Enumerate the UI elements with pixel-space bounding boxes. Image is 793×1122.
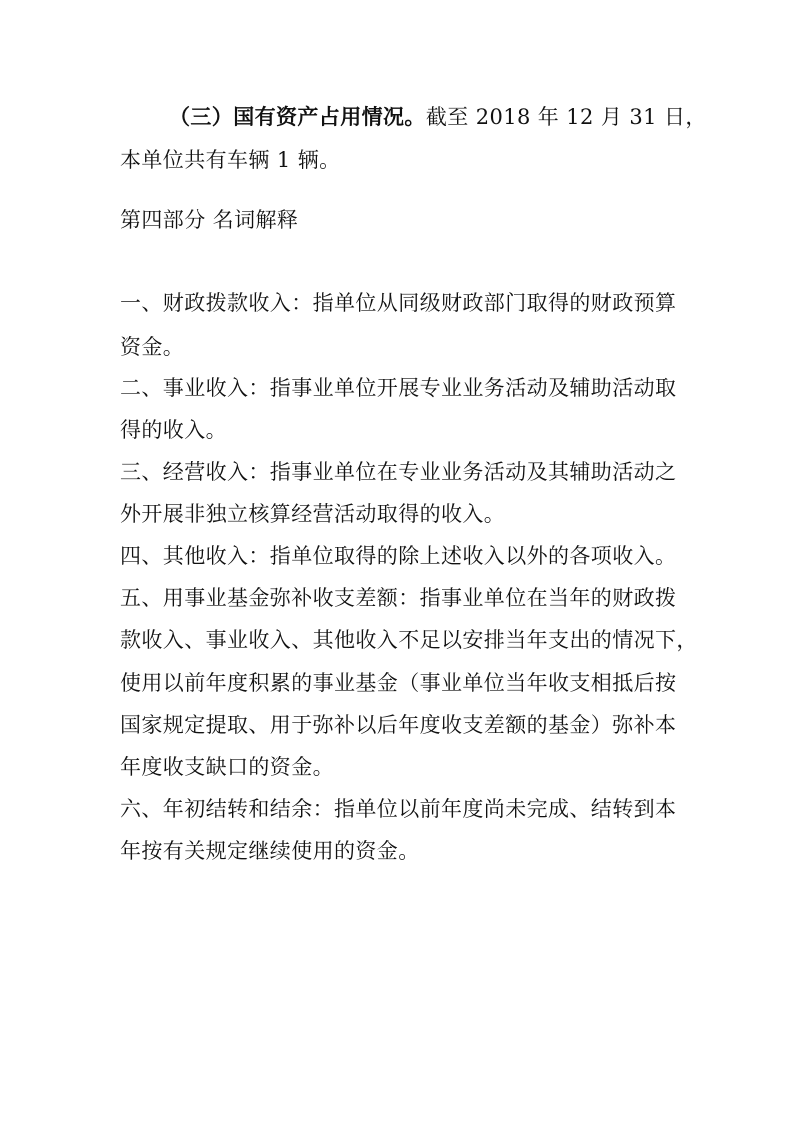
section3-text-line1: 截至 2018 年 12 月 31 日， [425, 105, 707, 129]
definition-1-line-1: 一、财政拨款收入：指单位从同级财政部门取得的财政预算 [120, 291, 677, 315]
definition-5-line-5: 年度收支缺口的资金。 [120, 755, 334, 779]
section3-text-line2: 本单位共有车辆 1 辆。 [120, 148, 341, 172]
definition-3-line-1: 三、经营收入：指事业单位在专业业务活动及其辅助活动之 [120, 460, 677, 484]
definition-5-line-3: 使用以前年度积累的事业基金（事业单位当年收支相抵后按 [120, 671, 677, 695]
definition-3-line-2: 外开展非独立核算经营活动取得的收入。 [120, 502, 506, 526]
section3-line1 [169, 103, 707, 131]
definition-1-line-2: 资金。 [120, 335, 185, 359]
section3-heading: （三）国有资产占用情况。 [169, 104, 426, 129]
definition-5-line-2: 款收入、事业收入、其他收入不足以安排当年支出的情况下， [120, 628, 698, 652]
definition-2-line-2: 得的收入。 [120, 418, 227, 442]
part4-title: 第四部分 名词解释 [120, 208, 299, 232]
definition-5-line-1: 五、用事业基金弥补收支差额：指事业单位在当年的财政拨 [120, 586, 677, 610]
definition-6-line-1: 六、年初结转和结余：指单位以前年度尚未完成、结转到本 [120, 797, 677, 821]
definition-2-line-1: 二、事业收入：指事业单位开展专业业务活动及辅助活动取 [120, 376, 677, 400]
definition-5-line-4: 国家规定提取、用于弥补以后年度收支差额的基金）弥补本 [120, 713, 677, 737]
definition-4-line-1: 四、其他收入：指单位取得的除上述收入以外的各项收入。 [120, 544, 677, 568]
definition-6-line-2: 年按有关规定继续使用的资金。 [120, 839, 420, 863]
